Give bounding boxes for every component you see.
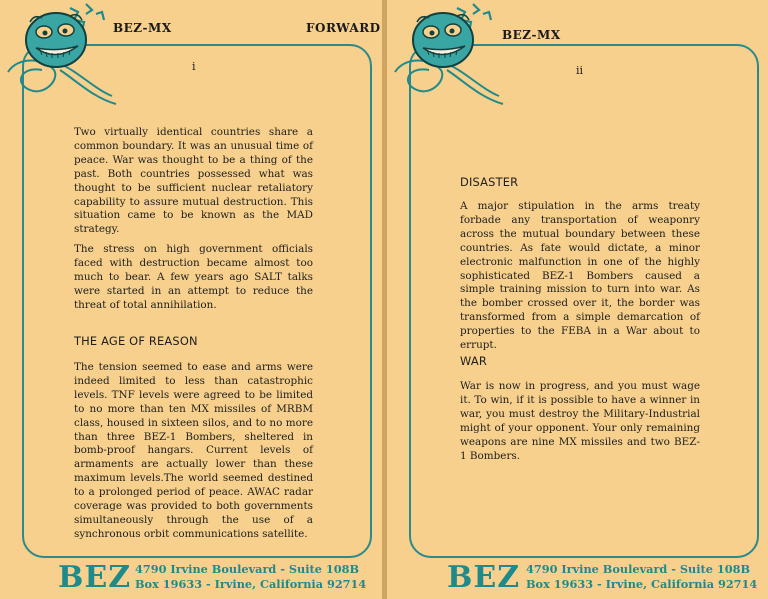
paragraph-text: War is now in progress, and you must wage it. To win, if it is possible to have a winner in war, you must destroy the Military-Industrial might of your opponent. Your only remaining weapons are nine MX missiles and two BEZ-1 Bombers. — [460, 380, 700, 462]
paragraph-text: Two virtually identical countries share a common boundary. It was an unusual time of peace. War was thought to be a thing of the past. Both countries possessed what was thought to be sufficient nuclear retaliatory capability to assure mutual destruction. This situation came to be known as the MAD strategy. — [74, 126, 313, 236]
paragraph — [74, 361, 313, 542]
address-line: 4790 Irvine Boulevard - Suite 108B — [526, 562, 750, 576]
company-address — [526, 562, 757, 591]
page-number: i — [192, 60, 196, 73]
address-line: Box 19633 - Irvine, California 92714 — [135, 576, 367, 591]
header-title: BEZ-MX — [113, 21, 172, 35]
company-logo: BEZ — [58, 560, 132, 595]
paragraph-text: A major stipulation in the arms treaty forbade any transportation of weaponry across the mutual boundary between these countries. As fate would dictate, a minor electronic malfunction in one of the highly sophisticated BEZ-1 Bombers caused a simple training mission to turn into war. As the bomber crossed over it, the border was transformed from a simple demarcation of properties to the FEBA in a War about to errupt. — [460, 200, 700, 352]
paragraph — [460, 200, 700, 353]
paragraph — [74, 243, 313, 313]
paragraph — [74, 126, 313, 237]
section-heading: DISASTER — [460, 175, 519, 189]
grinning-mask-illustration — [387, 0, 505, 110]
header-section-label: FORWARD — [306, 21, 381, 35]
paragraph-text: The tension seemed to ease and arms were indeed limited to less than catastrophic levels. TNF levels were agreed to be limited to no more than ten MX missiles of MRBM class, housed in sixteen silos, and to no more than three BEZ-1 Bombers, sheltered in bomb-proof hangars. Current levels of armaments are actually lower than these maximum levels.The world seemed destined to a prolonged period of peace. AWAC radar coverage was provided to both governments simultaneously through the use of a synchronous orbit communications satellite. — [74, 361, 313, 540]
address-line: Box 19633 - Irvine, California 92714 — [526, 576, 758, 591]
section-heading: WAR — [460, 354, 487, 368]
paragraph — [460, 380, 700, 463]
grinning-mask-illustration — [0, 0, 118, 110]
section-heading: THE AGE OF REASON — [74, 334, 198, 348]
right-page — [387, 0, 768, 599]
header-title: BEZ-MX — [502, 28, 561, 42]
left-page — [0, 0, 382, 599]
company-logo: BEZ — [447, 560, 521, 595]
page-number: ii — [576, 64, 584, 77]
address-line: 4790 Irvine Boulevard - Suite 108B — [135, 562, 359, 576]
company-address — [135, 562, 366, 591]
paragraph-text: The stress on high government officials faced with destruction became almost too much to bear. A few years ago SALT talks were started in an attempt to reduce the threat of total annihilation. — [74, 243, 313, 311]
